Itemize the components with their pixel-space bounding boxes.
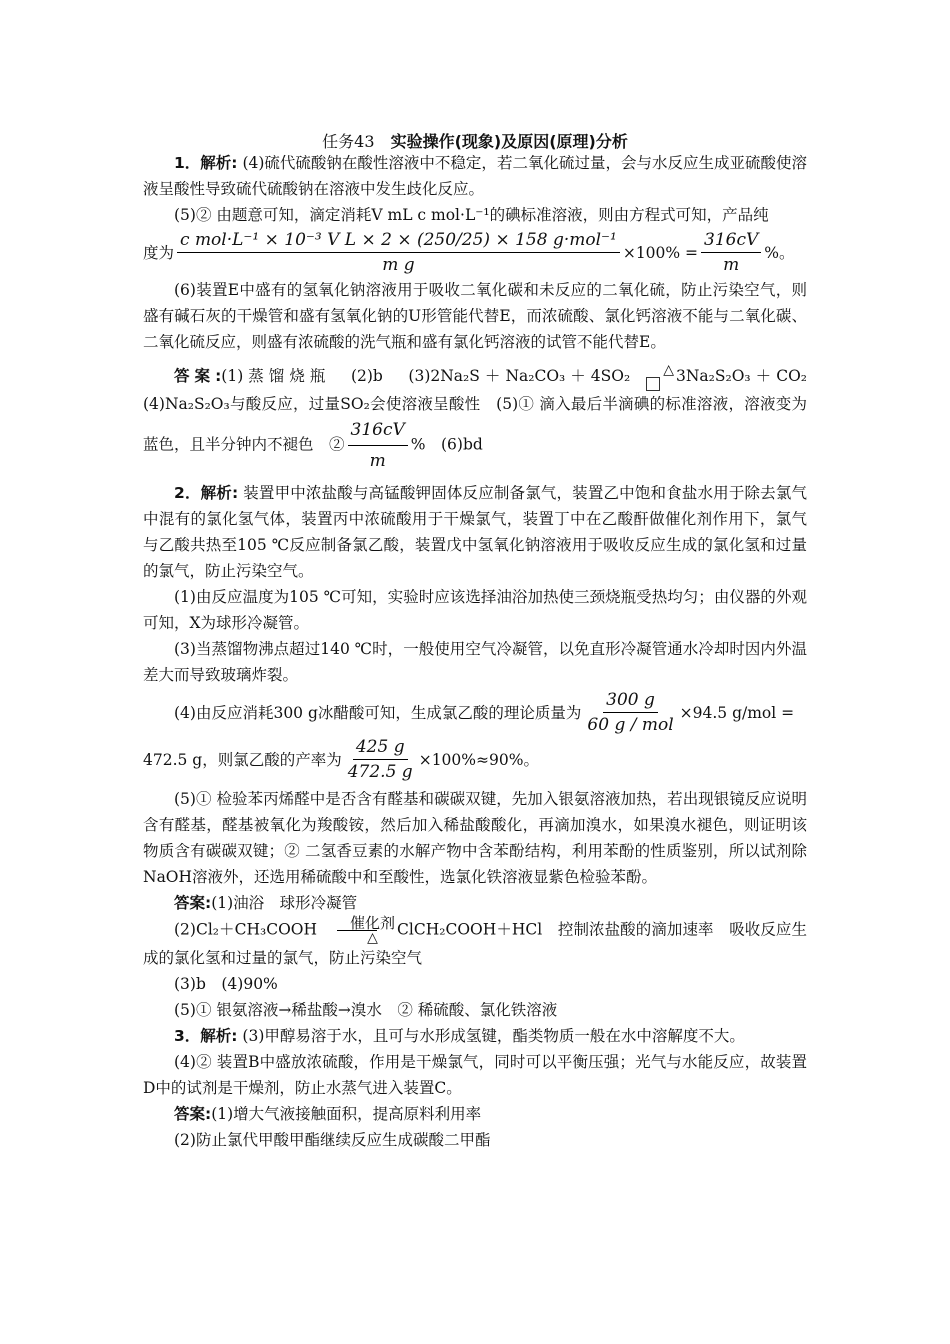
q2-analysis-p3: (3)当蒸馏物沸点超过140 ℃时，一般使用空气冷凝管，以免直形冷凝管通水冷却时因内外温差大而导致玻璃炸裂。 [143,640,807,684]
q1-analysis-p2: (5)② 由题意可知，滴定消耗V mL c mol·L⁻¹的碘标准溶液，则由方程式可知，产品纯 [174,206,769,224]
q1-answer-fraction: $\frac{316cV}{m}$ [348,417,408,474]
reaction-condition: 催化剂 △ [319,916,395,945]
page-title [0,129,950,152]
q1-answer: 答案:(1)蒸馏烧瓶 (2)b (3)2Na₂S＋Na₂CO₃＋4SO₂ △ 3Na₂S₂O₃＋CO₂ (4)Na₂S₂O₃与酸反应，过量SO₂会使溶液呈酸性 (5)① 滴入最后半滴碘的标准溶液，溶液变为蓝色，且半分钟内不褪色 ② $\frac{316cV}{m}$ % (6)bd [143,363,807,474]
q2-analysis-p1: 2．解析: 装置甲中浓盐酸与高锰酸钾固体反应制备氯气，装置乙中饱和食盐水用于除去氯气中混有的氯化氢气体，装置丙中浓硫酸用于干燥氯气，装置丁中在乙酸酐做催化剂作用下，氯气与乙酸共热至105 ℃反应制备氯乙酸，装置戊中氢氧化钠溶液用于吸收反应生成的氯化氢和过量的氯气，防止污染空气。 [143,484,807,580]
purity-result-fraction: $\frac{316cV}{m}$ [701,230,761,275]
purity-fraction: $\frac{\text{c mol·L⁻¹ × 10⁻³ V L × 2 × (250/25) × 158 g·mol⁻¹}}{\text{m g}}$ [177,230,620,275]
q2-analysis-p5: (5)① 检验苯丙烯醛中是否含有醛基和碳碳双键，先加入银氨溶液加热，若出现银镜反应说明含有醛基，醛基被氧化为羧酸铵，然后加入稀盐酸酸化，再滴加溴水，如果溴水褪色，则证明该物质含有碳碳双键；② 二氢香豆素的水解产物中含苯酚结构，利用苯酚的性质鉴别，所以试剂除NaOH溶液外，还选用稀硫酸中和至酸性，选氯化铁溶液显紫色检验苯酚。 [143,790,807,886]
q1-analysis-p1: 1．解析: (4)硫代硫酸钠在酸性溶液中不稳定，若二氧化硫过量，会与水反应生成亚硫酸使溶液呈酸性导致硫代硫酸钠在溶液中发生歧化反应。 [143,154,807,198]
heat-condition: △ [632,363,674,391]
q1-analysis-p4: (6)装置E中盛有的氢氧化钠溶液用于吸收二氧化碳和未反应的二氧化硫，防止污染空气，则盛有碱石灰的干燥管和盛有氢氧化钠的U形管能代替E，而浓硫酸、氯化钙溶液不能与二氧化碳、二氧化硫反应，则盛有浓硫酸的洗气瓶和盛有氯化钙溶液的试管不能代替E。 [143,281,807,351]
answer-content [143,150,823,1153]
q2-analysis-p2: (1)由反应温度为105 ℃可知，实验时应该选择油浴加热使三颈烧瓶受热均匀；由仪器的外观可知，X为球形冷凝管。 [143,588,807,632]
q3-analysis-p2: (4)② 装置B中盛放浓硫酸，作用是干燥氯气，同时可以平衡压强；光气与水能反应，故装置D中的试剂是干燥剂，防止水蒸气进入装置C。 [143,1053,807,1097]
q2-yield: 472.5 g，则氯乙酸的产率为 $\frac{425 g}{472.5 g}$ ×100%≈90%。 [143,737,539,782]
q2-answer-3: (3)b (4)90% [174,975,278,993]
q2-answer-1: 答案:(1)油浴 球形冷凝管 [174,894,358,912]
q3-answer-2: (2)防止氯代甲酸甲酯继续反应生成碳酸二甲酯 [174,1131,491,1149]
q1-purity-formula: 度为 $\frac{\text{c mol·L⁻¹ × 10⁻³ V L × 2 × (250/25) × 158 g·mol⁻¹}}{\text{m g}}$ ×100% = $\frac{316cV}{m}$ %。 [143,230,795,275]
q3-analysis-p1: 3．解析: (3)甲醇易溶于水，且可与水形成氢键，酯类物质一般在水中溶解度不大。 [174,1027,745,1045]
q3-answer-1: 答案:(1)增大气液接触面积，提高原料利用率 [174,1105,482,1123]
moles-fraction: $\frac{300 g}{\text{60 g / mol}}$ [587,690,674,735]
yield-fraction: $\frac{425 g}{472.5 g}$ [347,737,413,782]
task-number: 任务43 [322,132,375,151]
q2-theory-mass: (4)由反应消耗300 g冰醋酸可知，生成氯乙酸的理论质量为 $\frac{300 g}{\text{60 g / mol}}$ ×94.5 g/mol = [174,690,795,735]
q2-answer-5: (5)① 银氨溶液→稀盐酸→溴水 ② 稀硫酸、氯化铁溶液 [174,1001,558,1019]
q2-answer-2: (2)Cl₂＋CH₃COOH 催化剂 △ ClCH₂COOH＋HCl 控制浓盐酸的滴加速率 吸收反应生成的氯化氢和过量的氯气，防止污染空气 [143,914,807,967]
equals-box-icon [646,377,660,391]
task-title: 实验操作(现象)及原因(原理)分析 [390,132,628,151]
